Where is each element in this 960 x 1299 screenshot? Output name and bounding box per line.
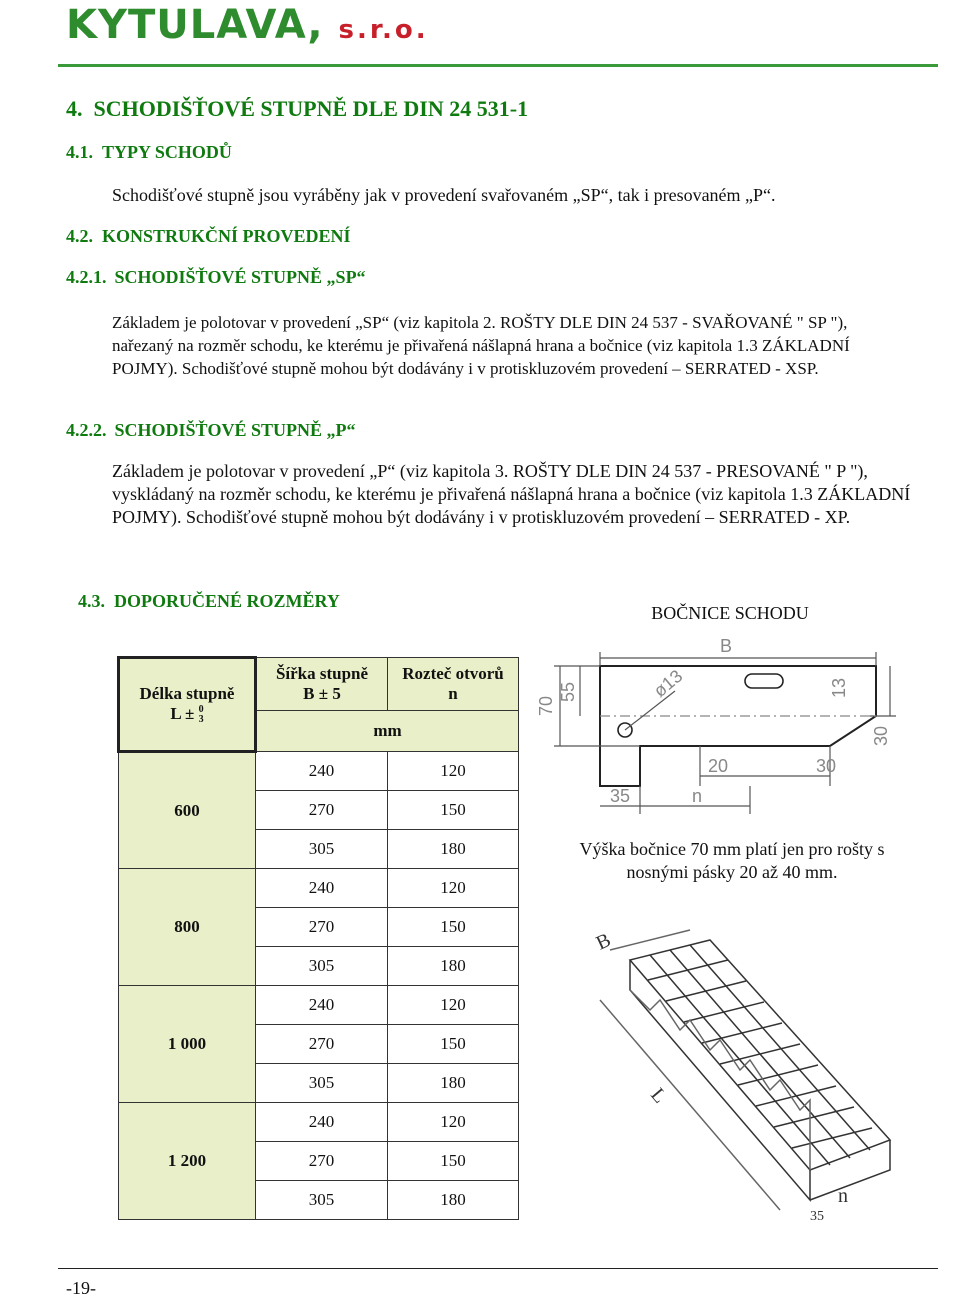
width-cell: 305 bbox=[256, 1181, 388, 1220]
dim-n: n bbox=[692, 786, 703, 806]
pitch-cell: 180 bbox=[388, 1181, 519, 1220]
table-header-row bbox=[119, 658, 519, 711]
length-cell: 1 200 bbox=[119, 1103, 256, 1220]
step-isometric-drawing bbox=[570, 920, 920, 1230]
width-cell: 240 bbox=[256, 752, 388, 791]
drawing-title: BOČNICE SCHODU bbox=[651, 603, 809, 623]
company-logo bbox=[66, 2, 429, 48]
pitch-cell: 180 bbox=[388, 947, 519, 986]
pitch-cell: 120 bbox=[388, 986, 519, 1025]
col-width-header bbox=[256, 658, 388, 711]
width-cell: 270 bbox=[256, 1142, 388, 1181]
iso-dim-L: L bbox=[646, 1084, 671, 1108]
tolerance-upper: 0 bbox=[198, 704, 204, 716]
dim-30-bottom: 30 bbox=[816, 756, 837, 776]
iso-dim-n: n bbox=[838, 1185, 848, 1207]
section-4-title: 4. SCHODIŠŤOVÉ STUPNĚ DLE DIN 24 531-1 bbox=[66, 96, 529, 121]
col-length-symbol-wrap bbox=[120, 704, 254, 725]
col-pitch-symbol: n bbox=[448, 684, 458, 703]
length-cell: 600 bbox=[119, 752, 256, 869]
col-length-symbol: L ± bbox=[170, 703, 195, 723]
iso-dim-B: B bbox=[592, 928, 615, 955]
footer-rule bbox=[58, 1268, 938, 1269]
width-cell: 305 bbox=[256, 947, 388, 986]
page-number: -19- bbox=[66, 1278, 96, 1298]
dim-55: 55 bbox=[558, 681, 578, 702]
width-cell: 305 bbox=[256, 1064, 388, 1103]
pitch-cell: 120 bbox=[388, 752, 519, 791]
iso-dim-35: 35 bbox=[810, 1209, 824, 1224]
table-row bbox=[119, 986, 519, 1025]
pitch-cell: 120 bbox=[388, 869, 519, 908]
company-name: KYTULAVA, bbox=[66, 2, 324, 48]
section-4-2-2-heading bbox=[66, 420, 356, 441]
unit-cell: mm bbox=[256, 711, 519, 752]
pitch-cell: 150 bbox=[388, 1142, 519, 1181]
width-cell: 240 bbox=[256, 1103, 388, 1142]
section-4-2-2-text: Základem je polotovar v provedení „P“ (viz kapitola 3. ROŠTY DLE DIN 24 537 - PRESOVANÉ " P "), vyskládaný na rozměr schodu, ke kterému je přivařená nášlapná hrana a bočnice (viz kapitola 1.3 ZÁKLADNÍ POJMY). Schodišťové stupně mohou být dodávány i v protiskluzovém provedení – SERRATED - XP. bbox=[112, 461, 911, 527]
pitch-cell: 150 bbox=[388, 791, 519, 830]
width-cell: 240 bbox=[256, 869, 388, 908]
section-4-1-text: Schodišťové stupně jsou vyráběny jak v provedení svařovaném „SP“, tak i presovaném „P“. bbox=[112, 185, 776, 205]
dim-B: B bbox=[720, 636, 733, 656]
width-cell: 305 bbox=[256, 830, 388, 869]
table-row bbox=[119, 869, 519, 908]
dim-diameter: ø13 bbox=[649, 665, 687, 702]
width-cell: 270 bbox=[256, 791, 388, 830]
dim-13: 13 bbox=[829, 677, 849, 698]
section-4-2-1-number: 4.2.1. bbox=[66, 267, 107, 287]
col-width-symbol: B ± 5 bbox=[303, 684, 341, 703]
pitch-cell: 180 bbox=[388, 1064, 519, 1103]
dim-30: 30 bbox=[871, 725, 891, 746]
section-4-2-2-title: SCHODIŠŤOVÉ STUPNĚ „P“ bbox=[114, 420, 356, 440]
table-row bbox=[119, 1103, 519, 1142]
col-width-title: Šířka stupně bbox=[275, 664, 369, 683]
tolerance-lower: 3 bbox=[198, 714, 204, 726]
length-cell: 800 bbox=[119, 869, 256, 986]
table-row bbox=[119, 752, 519, 791]
section-4-1-title: 4.1. TYPY SCHODŮ bbox=[66, 142, 232, 162]
pitch-cell: 150 bbox=[388, 1025, 519, 1064]
side-plate-drawing bbox=[536, 636, 900, 826]
section-4-2-title: 4.2. KONSTRUKČNÍ PROVEDENÍ bbox=[66, 226, 351, 246]
pitch-cell: 150 bbox=[388, 908, 519, 947]
section-4-2-1-heading bbox=[66, 267, 366, 288]
pitch-cell: 120 bbox=[388, 1103, 519, 1142]
width-cell: 240 bbox=[256, 986, 388, 1025]
header-rule bbox=[58, 64, 938, 67]
col-length-header bbox=[119, 658, 256, 752]
col-pitch-title: Rozteč otvorů bbox=[402, 664, 504, 683]
length-cell: 1 000 bbox=[119, 986, 256, 1103]
dim-35: 35 bbox=[610, 786, 631, 806]
col-length-title: Délka stupně bbox=[139, 683, 235, 703]
section-4-2-1-title: SCHODIŠŤOVÉ STUPNĚ „SP“ bbox=[114, 267, 366, 287]
col-pitch-header bbox=[388, 658, 519, 711]
dimensions-table bbox=[117, 656, 519, 1220]
width-cell: 270 bbox=[256, 1025, 388, 1064]
width-cell: 270 bbox=[256, 908, 388, 947]
pitch-cell: 180 bbox=[388, 830, 519, 869]
dim-20: 20 bbox=[708, 756, 729, 776]
col-length-tolerance bbox=[199, 705, 204, 725]
company-suffix: s.r.o. bbox=[338, 15, 429, 45]
section-4-2-1-text: Základem je polotovar v provedení „SP“ (viz kapitola 2. ROŠTY DLE DIN 24 537 - SVAŘOVANÉ " SP "), nařezaný na rozměr schodu, ke kterému je přivařená nášlapná hrana a bočnice (viz kapitola 1.3 ZÁKLADNÍ POJMY). Schodišťové stupně mohou být dodávány i v protiskluzovém provedení – SERRATED - XSP. bbox=[112, 313, 850, 378]
dim-70: 70 bbox=[536, 695, 556, 716]
section-4-3-title: 4.3. DOPORUČENÉ ROZMĚRY bbox=[78, 591, 340, 611]
section-4-2-2-number: 4.2.2. bbox=[66, 420, 107, 440]
drawing-note: Výška bočnice 70 mm platí jen pro rošty s nosnými pásky 20 až 40 mm. bbox=[579, 839, 885, 882]
